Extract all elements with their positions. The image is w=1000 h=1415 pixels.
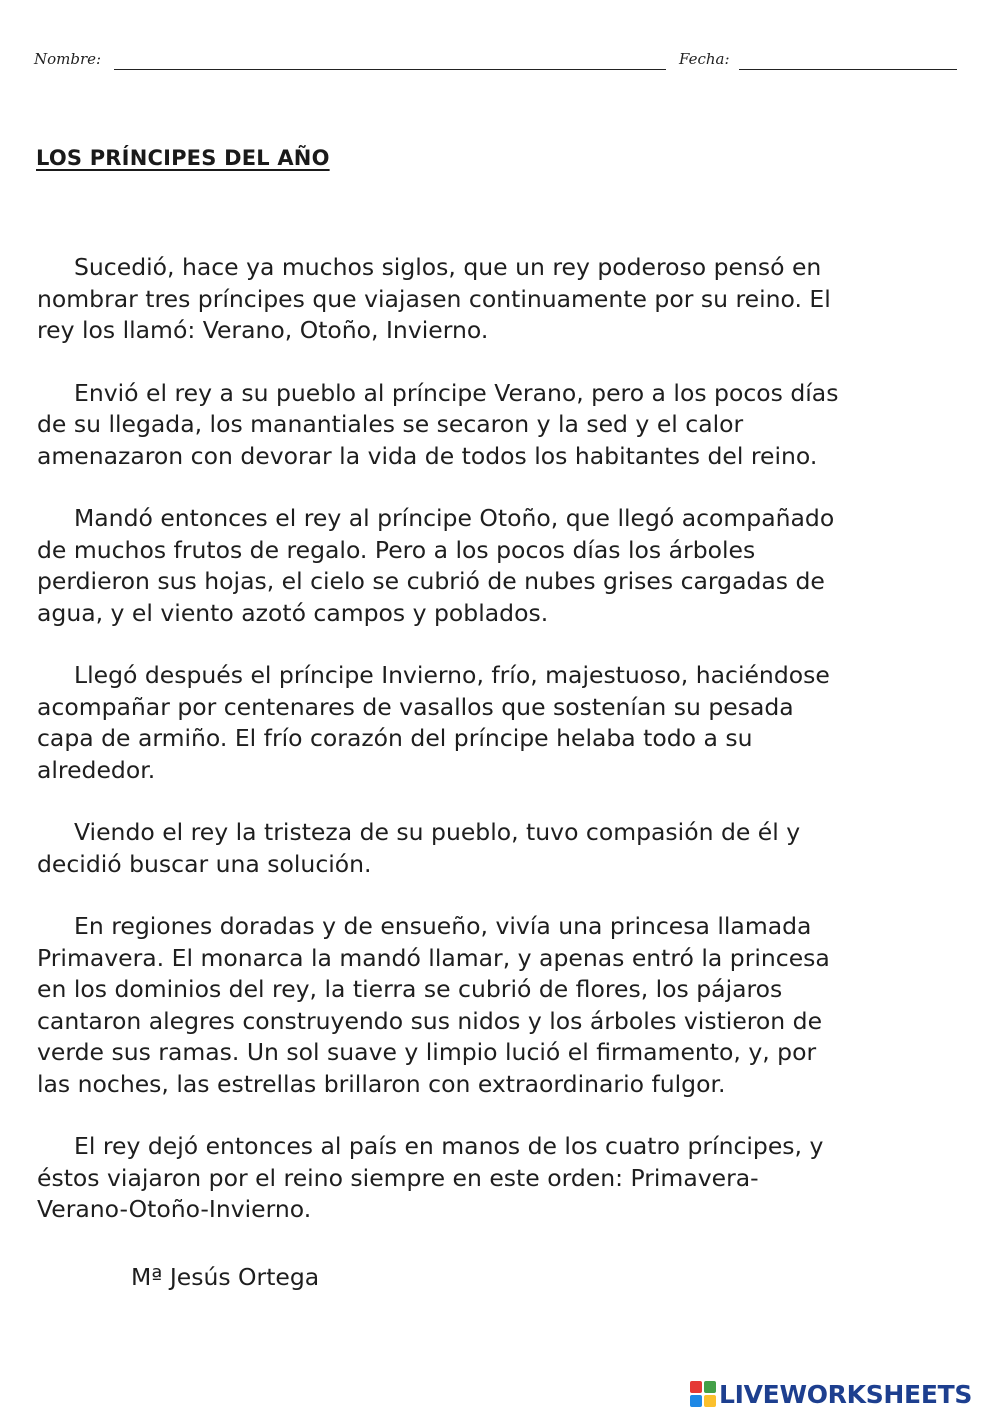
paragraph xyxy=(37,378,957,473)
paragraph xyxy=(37,660,957,786)
logo-square-2 xyxy=(704,1381,716,1393)
paragraph-line: amenazaron con devorar la vida de todos los habitantes del reino. xyxy=(37,441,818,470)
paragraph-line: alrededor. xyxy=(37,755,156,784)
paragraph-line: rey los llamó: Verano, Otoño, Invierno. xyxy=(37,316,489,344)
paragraph-line: acompañar por centenares de vasallos que sostenían su pesada xyxy=(37,692,794,721)
paragraph-line: éstos viajaron por el reino siempre en este orden: Primavera- xyxy=(37,1163,759,1192)
worksheet-header xyxy=(34,50,959,76)
paragraph-line: Verano-Otoño-Invierno. xyxy=(37,1195,312,1223)
story-text xyxy=(37,252,957,1257)
paragraph-line: verde sus ramas. Un sol suave y limpio lució el firmamento, y, por xyxy=(37,1038,817,1066)
paragraph-line: Sucedió, hace ya muchos siglos, que un rey poderoso pensó en xyxy=(74,253,822,281)
page-title: LOS PRÍNCIPES DEL AÑO xyxy=(36,146,330,170)
paragraph-line: en los dominios del rey, la tierra se cubrió de flores, los pájaros xyxy=(37,975,783,1003)
paragraph-line: Envió el rey a su pueblo al príncipe Verano, pero a los pocos días xyxy=(74,378,839,407)
paragraph-line: perdieron sus hojas, el cielo se cubrió de nubes grises cargadas de xyxy=(37,567,825,595)
paragraph-line: decidió buscar una solución. xyxy=(37,849,372,878)
name-label: Nombre: xyxy=(34,50,102,68)
date-label: Fecha: xyxy=(679,50,730,68)
paragraph-line: Primavera. El monarca la mandó llamar, y apenas entró la princesa xyxy=(37,943,830,972)
paragraph xyxy=(37,911,957,1100)
paragraph-line: nombrar tres príncipes que viajasen continuamente por su reino. El xyxy=(37,284,831,313)
liveworksheets-brand xyxy=(690,1378,972,1410)
paragraph-line: El rey dejó entonces al país en manos de los cuatro príncipes, y xyxy=(74,1132,824,1160)
paragraph-line: capa de armiño. El frío corazón del príncipe helaba todo a su xyxy=(37,724,753,752)
paragraph-line: Mandó entonces el rey al príncipe Otoño, que llegó acompañado xyxy=(74,504,835,532)
paragraph-line: cantaron alegres construyendo sus nidos y los árboles vistieron de xyxy=(37,1006,823,1035)
paragraph-line: de muchos frutos de regalo. Pero a los pocos días los árboles xyxy=(37,535,756,564)
date-line[interactable] xyxy=(739,69,957,70)
author: Mª Jesús Ortega xyxy=(131,1263,320,1291)
logo-square-4 xyxy=(704,1395,716,1407)
paragraph-line: agua, y el viento azotó campos y poblados. xyxy=(37,598,549,627)
paragraph xyxy=(37,252,957,347)
paragraph xyxy=(37,503,957,629)
paragraph-line: En regiones doradas y de ensueño, vivía una princesa llamada xyxy=(74,912,812,940)
paragraph xyxy=(37,817,957,880)
paragraph-line: Llegó después el príncipe Invierno, frío, majestuoso, haciéndose xyxy=(74,661,830,689)
paragraph-line: de su llegada, los manantiales se secaron y la sed y el calor xyxy=(37,410,744,438)
name-line[interactable] xyxy=(114,69,666,70)
brand-wordmark: LIVEWORKSHEETS xyxy=(719,1379,973,1409)
logo-square-3 xyxy=(690,1395,702,1407)
liveworksheets-logo-icon xyxy=(690,1381,716,1407)
paragraph-line: Viendo el rey la tristeza de su pueblo, tuvo compasión de él y xyxy=(74,818,801,846)
paragraph-line: las noches, las estrellas brillaron con extraordinario fulgor. xyxy=(37,1069,726,1098)
paragraph xyxy=(37,1131,957,1226)
logo-square-1 xyxy=(690,1381,702,1393)
